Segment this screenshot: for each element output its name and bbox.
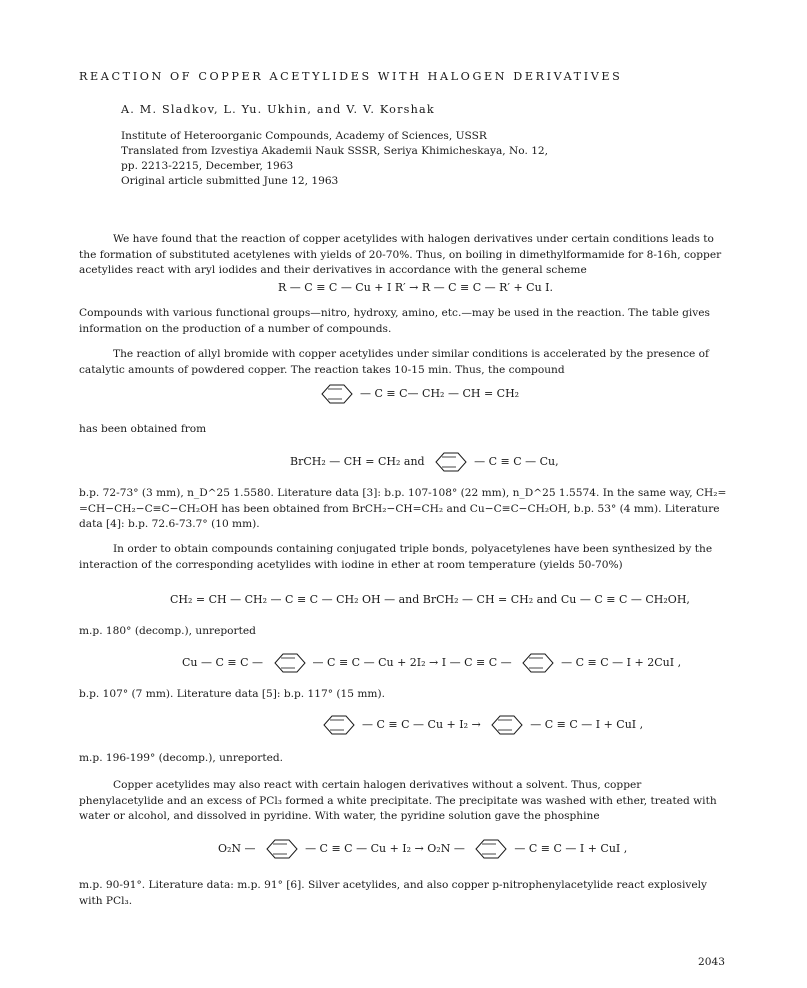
affiliation-line: pp. 2213-2215, December, 1963	[121, 160, 294, 172]
affiliation-line: Translated from Izvestiya Akademii Nauk SSSR, Seriya Khimicheskaya, No. 12,	[121, 145, 549, 157]
paragraph: The reaction of allyl bromide with copper acetylides under similar conditions is accelerated by the presence of catalytic amounts of powdered copper. The reaction takes 10-15 min. Thus, the compound	[79, 348, 709, 376]
paragraph: Copper acetylides may also react with certain halogen derivatives without a solvent. Thus, copper phenylacetylide and an excess of PCl₃ formed a white precipitate. The precipitate was washed with ether, treated with water or alcohol, and dissolved in pyridine. With water, the pyridine solution gave the phosphine	[79, 779, 717, 823]
benzene-ring-icon	[267, 652, 313, 674]
equation-text: — C ≡ C — Cu + I₂ → O₂N —	[305, 842, 465, 855]
affiliation-line: Original article submitted June 12, 1963	[121, 175, 339, 187]
paper-title: REACTION OF COPPER ACETYLIDES WITH HALOGEN DERIVATIVES	[79, 70, 623, 83]
benzene-ring-icon	[515, 652, 561, 674]
paragraph: m.p. 90-91°. Literature data: m.p. 91° [6]. Silver acetylides, and also copper p-nitrophenylacetylide react explosively with PCl₃.	[79, 879, 708, 907]
equation-phenyl-iodide	[316, 714, 643, 736]
equation-text: — C ≡ C — Cu + 2I₂ → I — C ≡ C —	[312, 656, 512, 669]
equation-text: — C ≡ C — Cu + I₂ →	[362, 718, 481, 731]
affiliation-line: Institute of Heteroorganic Compounds, Academy of Sciences, USSR	[121, 130, 487, 142]
equation-diiodide	[182, 652, 681, 674]
benzene-ring-icon	[468, 838, 514, 860]
equation-text: — C ≡ C— CH₂ — CH = CH₂	[360, 387, 520, 400]
page-number: 2043	[698, 956, 725, 968]
melting-point: m.p. 196-199° (decomp.), unreported.	[79, 752, 284, 764]
benzene-ring-icon	[316, 714, 362, 736]
equation-general-scheme: R — C ≡ C — Cu + I R′ → R — C ≡ C — R′ + Cu I.	[278, 281, 553, 294]
paragraph: b.p. 72-73° (3 mm), n_D^25 1.5580. Literature data [3]: b.p. 107-108° (22 mm), n_D^25 1.5574. In the same way, CH₂= =CH−CH₂−C≡C−CH₂OH has been obtained from BrCH₂−CH=CH₂ and Cu−C≡C−CH₂OH, b.p. 53° (4 mm). Literature data [4]: b.p. 72.6-73.7° (10 mm).	[79, 487, 727, 531]
equation-text: Cu — C ≡ C —	[182, 656, 264, 669]
benzene-ring-icon	[259, 838, 305, 860]
equation-text: — C ≡ C — Cu,	[474, 455, 559, 468]
benzene-ring-icon	[428, 451, 474, 473]
paragraph: We have found that the reaction of copper acetylides with halogen derivatives under certain conditions leads to the formation of substituted acetylenes with yields of 20-70%. Thus, on boiling in dimethylformamide for 8-16h, copper acetylides react with aryl iodides and their derivatives in accordance with the general scheme	[79, 233, 722, 277]
equation-text: O₂N —	[218, 842, 256, 855]
equation-reactants-2: CH₂ = CH — CH₂ — C ≡ C — CH₂ OH — and BrCH₂ — CH = CH₂ and Cu — C ≡ C — CH₂OH,	[170, 593, 690, 606]
equation-reactants	[290, 451, 559, 473]
equation-text: — C ≡ C — I + CuI ,	[514, 842, 628, 855]
benzene-ring-icon	[314, 383, 360, 405]
paragraph: Compounds with various functional groups—nitro, hydroxy, amino, etc.—may be used in the reaction. The table gives information on the production of a number of compounds.	[79, 307, 710, 335]
equation-nitrophenyl	[218, 838, 627, 860]
boiling-point: b.p. 107° (7 mm). Literature data [5]: b.p. 117° (15 mm).	[79, 688, 385, 700]
authors: A. M. Sladkov, L. Yu. Ukhin, and V. V. Korshak	[121, 103, 435, 116]
equation-compound	[314, 383, 519, 405]
equation-text: — C ≡ C — I + CuI ,	[530, 718, 644, 731]
equation-text: BrCH₂ — CH = CH₂ and	[290, 455, 425, 468]
benzene-ring-icon	[484, 714, 530, 736]
paragraph: In order to obtain compounds containing conjugated triple bonds, polyacetylenes have been synthesized by the interaction of the corresponding acetylides with iodine in ether at room temperature (yields 50-70%)	[79, 543, 713, 571]
equation-text: — C ≡ C — I + 2CuI ,	[561, 656, 682, 669]
paragraph: has been obtained from	[79, 423, 207, 435]
melting-point: m.p. 180° (decomp.), unreported	[79, 625, 256, 637]
